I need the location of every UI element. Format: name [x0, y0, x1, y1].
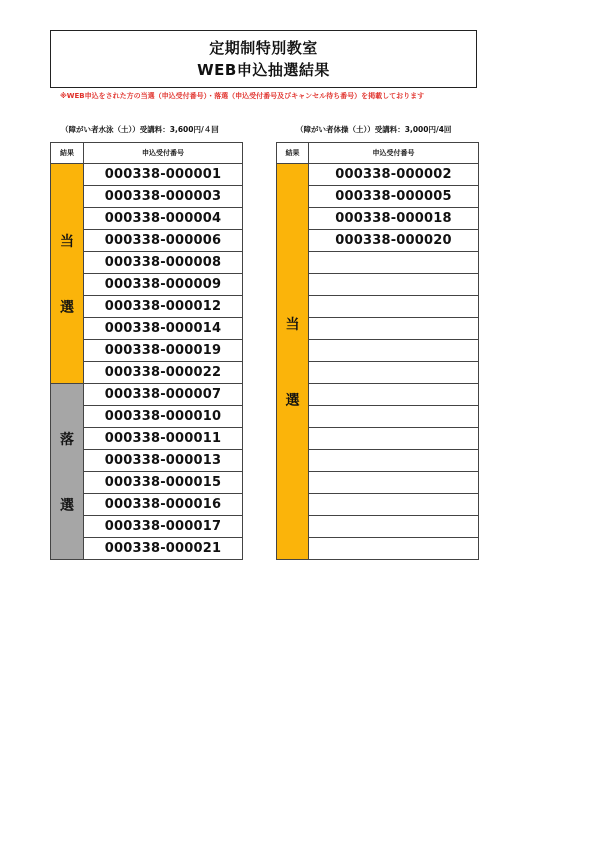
left-results-table [50, 142, 243, 560]
application-number: 000338-000003 [84, 186, 243, 208]
application-number: 000338-000008 [84, 252, 243, 274]
application-number: 000338-000011 [84, 428, 243, 450]
application-number [309, 296, 479, 318]
header-result: 結果 [277, 143, 309, 164]
application-number: 000338-000004 [84, 208, 243, 230]
application-number: 000338-000021 [84, 538, 243, 560]
application-number [309, 340, 479, 362]
application-number [309, 538, 479, 560]
header-number: 申込受付番号 [309, 143, 479, 164]
table-row [277, 164, 479, 186]
table-header-row [51, 143, 243, 164]
application-number [309, 318, 479, 340]
right-caption: （障がい者体操（土））受講料：3,000円/4回 [296, 125, 452, 134]
application-number: 000338-000013 [84, 450, 243, 472]
application-number: 000338-000020 [309, 230, 479, 252]
result-label-char: 落 [60, 431, 74, 448]
application-number: 000338-000022 [84, 362, 243, 384]
result-win-cell [51, 164, 84, 384]
header-result: 結果 [51, 143, 84, 164]
application-number: 000338-000012 [84, 296, 243, 318]
application-number [309, 428, 479, 450]
application-number [309, 274, 479, 296]
result-label-char: 選 [60, 497, 74, 514]
application-number [309, 406, 479, 428]
application-number: 000338-000019 [84, 340, 243, 362]
application-number [309, 362, 479, 384]
application-number: 000338-000001 [84, 164, 243, 186]
header-number: 申込受付番号 [84, 143, 243, 164]
title-box [50, 30, 477, 88]
application-number: 000338-000016 [84, 494, 243, 516]
application-number: 000338-000015 [84, 472, 243, 494]
application-number: 000338-000005 [309, 186, 479, 208]
right-results-table [276, 142, 479, 560]
application-number: 000338-000009 [84, 274, 243, 296]
application-number: 000338-000014 [84, 318, 243, 340]
application-number: 000338-000018 [309, 208, 479, 230]
page-subtitle: WEB申込抽選結果 [197, 61, 330, 79]
application-number: 000338-000017 [84, 516, 243, 538]
application-number [309, 494, 479, 516]
result-label-char: 選 [60, 299, 74, 316]
application-number: 000338-000007 [84, 384, 243, 406]
application-number [309, 384, 479, 406]
application-number: 000338-000002 [309, 164, 479, 186]
notice-text: ※WEB申込をされた方の当選（申込受付番号）・落選（申込受付番号及びキャンセル待ち番号）を掲載しております [60, 92, 425, 100]
table-header-row [277, 143, 479, 164]
result-win-cell [277, 164, 309, 560]
result-label-char: 選 [285, 392, 300, 409]
table-row [51, 164, 243, 186]
result-label-char: 当 [285, 316, 300, 333]
result-lose-cell [51, 384, 84, 560]
application-number [309, 450, 479, 472]
left-caption: （障がい者水泳（土））受講料：3,600円/４回 [61, 125, 219, 134]
table-row [51, 384, 243, 406]
application-number [309, 516, 479, 538]
result-label-char: 当 [60, 233, 74, 250]
application-number: 000338-000006 [84, 230, 243, 252]
application-number [309, 472, 479, 494]
page-title: 定期制特別教室 [209, 39, 318, 57]
application-number: 000338-000010 [84, 406, 243, 428]
application-number [309, 252, 479, 274]
